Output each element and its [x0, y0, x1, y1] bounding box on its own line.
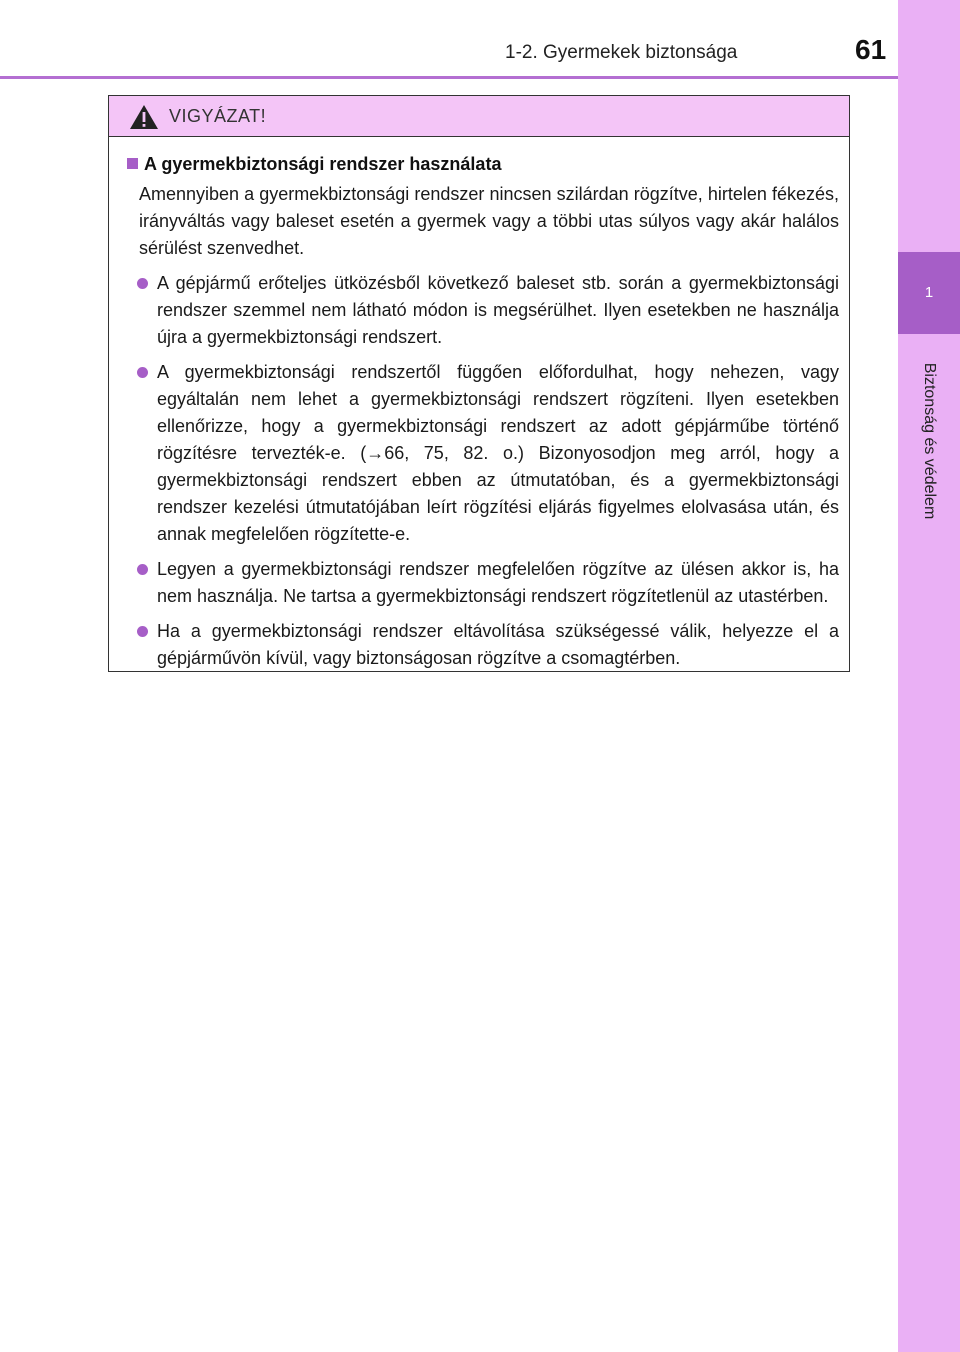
intro-paragraph: Amennyiben a gyermekbiztonsági rendszer nincsen szilárdan rögzítve, hirtelen fékezés, irányváltás vagy baleset esetén a gyermek vagy a többi utas súlyos vagy akár halálos sérülést szenvedhet.: [139, 184, 839, 258]
section-heading: [127, 154, 839, 175]
warning-triangle-icon: [129, 104, 159, 130]
circle-bullet-icon: [137, 278, 148, 289]
circle-bullet-icon: [137, 626, 148, 637]
list-item-text: Legyen a gyermekbiztonsági rendszer megfelelően rögzítve az ülésen akkor is, ha nem használja. Ne tartsa a gyermekbiztonsági rendszert rögzítetlenül az utastérben.: [157, 559, 839, 606]
circle-bullet-icon: [137, 564, 148, 575]
circle-bullet-icon: [137, 367, 148, 378]
warning-content: [109, 154, 849, 680]
list-item-text: Ha a gyermekbiztonsági rendszer eltávolítása szükségessé válik, helyezze el a gépjárművön kívül, vagy biztonságosan rögzítve a csomagtérben.: [157, 621, 839, 668]
warning-title: VIGYÁZAT!: [169, 106, 267, 126]
header-rule: [0, 76, 898, 79]
list-item-text: A gyermekbiztonsági rendszertől függően előfordulhat, hogy nehezen, vagy egyáltalán nem lehet a gyermekbiztonsági rendszert rögzíteni. Ilyen esetekben ellenőrizze, hogy a gyermekbiztonsági rendszert az adott gépjárműbe történő rögzítésre tervezték-e. (→66, 75, 82. o.) Bizonyosodjon meg arról, hogy a gyermekbiztonsági rendszert ebben az útmutatóban, és a gyermekbiztonsági rendszer kezelési útmutatójában leírt rögzítési eljárás figyelmes elolvasása után, és annak megfelelően rögzítette-e.: [157, 362, 839, 544]
list-item-text: A gépjármű erőteljes ütközésből következő baleset stb. során a gyermekbiztonsági rendszer szemmel nem látható módon is megsérülhet. Ilyen esetekben ne használja újra a gyermekbiztonsági rendszert.: [157, 273, 839, 347]
list-item: [131, 359, 839, 548]
chapter-tab: 1: [898, 252, 960, 334]
chapter-label: Biztonság és védelem: [921, 362, 938, 520]
chapter-sidebar: [898, 0, 960, 1352]
running-header: 1-2. Gyermekek biztonsága: [505, 42, 738, 63]
list-item: [131, 270, 839, 351]
warning-box: [108, 95, 850, 672]
list-item: [131, 618, 839, 672]
page-number: 61: [855, 34, 887, 65]
section-heading-text: A gyermekbiztonsági rendszer használata: [144, 154, 502, 174]
square-bullet-icon: [127, 158, 138, 169]
warning-header: [109, 96, 849, 137]
list-item: [131, 556, 839, 610]
